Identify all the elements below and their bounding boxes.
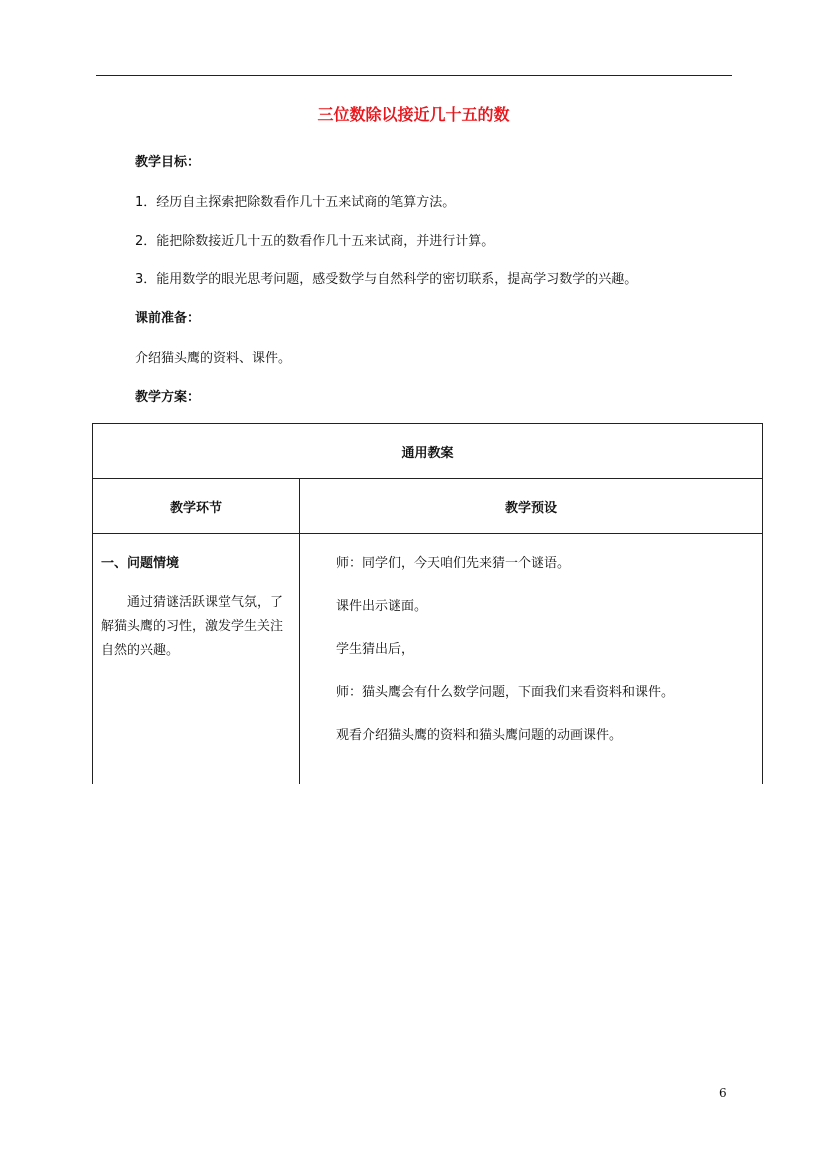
plan-line-4: 师：猫头鹰会有什么数学问题，下面我们来看资料和课件。: [336, 685, 675, 700]
plan-cell: [300, 534, 763, 785]
lesson-plan-table: [92, 423, 763, 784]
table-caption: 通用教案: [93, 424, 763, 479]
plan-line-3: 学生猜出后，: [336, 642, 415, 657]
document-title: 三位数除以接近几十五的数: [317, 105, 510, 124]
page-number: 6: [719, 1086, 727, 1100]
header-rule: [96, 75, 732, 76]
plan-heading: 教学方案：: [135, 390, 201, 405]
column-header-stage: 教学环节: [93, 479, 300, 534]
objectives-heading: 教学目标：: [135, 155, 201, 170]
preparation-text: 介绍猫头鹰的资料、课件。: [135, 351, 292, 366]
column-header-plan: 教学预设: [300, 479, 763, 534]
section-title: 一、问题情境: [101, 556, 180, 571]
table-row: [93, 534, 763, 785]
objective-item-2: 2．能把除数接近几十五的数看作几十五来试商，并进行计算。: [135, 234, 495, 249]
objective-item-1: 1．经历自主探索把除数看作几十五来试商的笔算方法。: [135, 195, 456, 210]
table-header-row: [93, 479, 763, 534]
section-description: 通过猜谜活跃课堂气氛，了解猫头鹰的习性，激发学生关注自然的兴趣。: [101, 595, 284, 658]
plan-line-2: 课件出示谜面。: [336, 599, 428, 614]
plan-line-5: 观看介绍猫头鹰的资料和猫头鹰问题的动画课件。: [336, 728, 623, 743]
objective-item-3: 3．能用数学的眼光思考问题，感受数学与自然科学的密切联系，提高学习数学的兴趣。: [135, 272, 638, 287]
preparation-heading: 课前准备：: [135, 311, 201, 326]
stage-cell: [93, 534, 300, 785]
table-caption-row: [93, 424, 763, 479]
plan-line-1: 师：同学们，今天咱们先来猜一个谜语。: [336, 556, 571, 571]
